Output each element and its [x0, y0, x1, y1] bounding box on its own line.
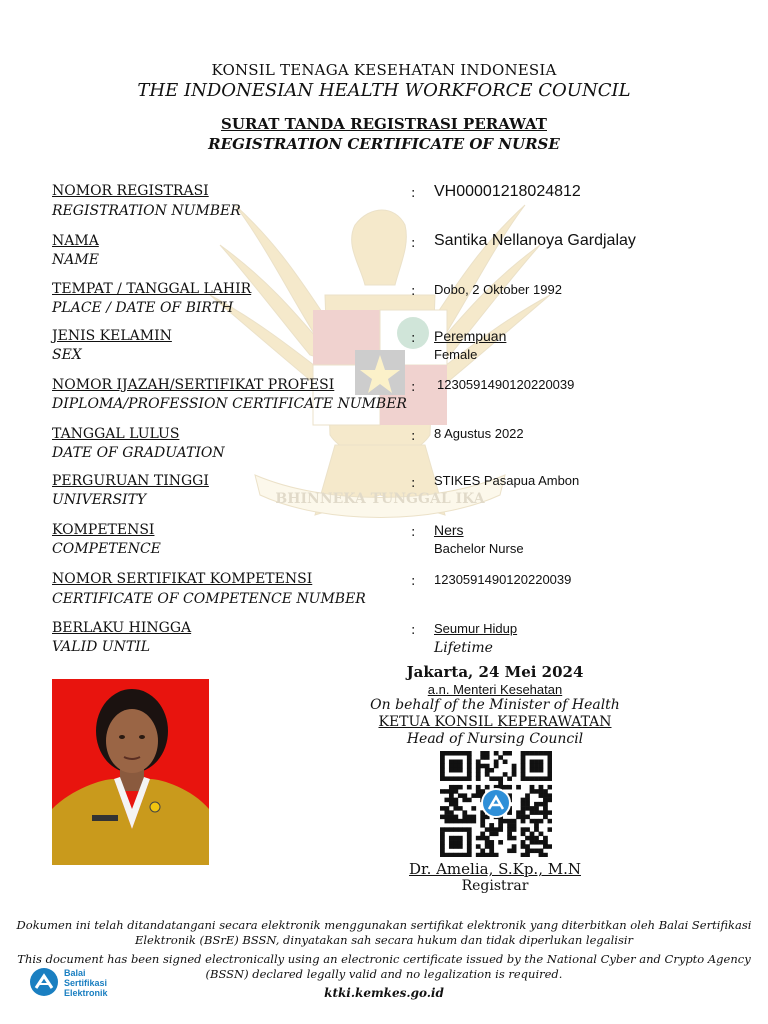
bsre-logo-text: Balai Sertifikasi Elektronik	[64, 968, 108, 998]
footer-website[interactable]: ktki.kemkes.go.id	[324, 986, 444, 1000]
field-value-diploma: 1230591490120220039	[437, 377, 575, 392]
field-colon: :	[411, 525, 416, 540]
field-colon: :	[411, 331, 416, 346]
certificate-title-en: REGISTRATION CERTIFICATE OF NURSE	[208, 135, 560, 153]
signature-an: a.n. Menteri Kesehatan	[427, 682, 563, 697]
field-label-en-registration-number: REGISTRATION NUMBER	[52, 203, 241, 219]
signatory-name: Dr. Amelia, S.Kp., M.N	[409, 860, 581, 878]
field-label-en-university: UNIVERSITY	[52, 492, 147, 508]
field-label-sex: JENIS KELAMIN	[52, 328, 172, 344]
field-label-graduation: TANGGAL LULUS	[52, 426, 180, 442]
field-label-name: NAMA	[52, 233, 99, 249]
bsre-logo-icon	[28, 966, 60, 998]
field-value-competence-cert: 1230591490120220039	[434, 572, 572, 587]
field-value-birth: Dobo, 2 Oktober 1992	[434, 282, 562, 297]
field-label-registration-number: NOMOR REGISTRASI	[52, 183, 209, 199]
qr-center-logo-icon	[482, 789, 510, 817]
signature-ketua: KETUA KONSIL KEPERAWATAN	[378, 714, 612, 730]
field-label-en-valid-until: VALID UNTIL	[52, 639, 150, 655]
signature-place-date: Jakarta, 24 Mei 2024	[406, 663, 584, 681]
signature-head: Head of Nursing Council	[406, 731, 584, 747]
field-label-en-diploma: DIPLOMA/PROFESSION CERTIFICATE NUMBER	[52, 396, 407, 412]
field-value-name: Santika Nellanoya Gardjalay	[434, 232, 636, 249]
field-colon: :	[411, 284, 416, 299]
qr-code[interactable]	[440, 751, 552, 857]
field-colon: :	[411, 186, 416, 201]
bsre-logo	[28, 966, 128, 1000]
field-value-en-competence: Bachelor Nurse	[434, 541, 524, 556]
signatory-role: Registrar	[461, 878, 529, 894]
field-colon: :	[411, 429, 416, 444]
field-value-sex: Perempuan	[434, 328, 507, 344]
field-label-competence: KOMPETENSI	[52, 522, 155, 538]
field-label-en-name: NAME	[52, 252, 99, 268]
field-colon: :	[411, 380, 416, 395]
footer-notice-id: Dokumen ini telah ditandatangani secara elektronik menggunakan sertifikat elektronik yang diterbitkan oleh Balai Sertifikasi Elektronik (BSrE) BSSN, dinyatakan sah secara hukum dan tidak diperlukan legalisir	[16, 918, 752, 947]
field-colon: :	[411, 574, 416, 589]
council-name-en: THE INDONESIAN HEALTH WORKFORCE COUNCIL	[137, 80, 631, 101]
field-value-valid-until: Seumur Hidup	[434, 621, 518, 636]
field-colon: :	[411, 623, 416, 638]
field-label-birth: TEMPAT / TANGGAL LAHIR	[52, 281, 252, 297]
field-label-en-birth: PLACE / DATE OF BIRTH	[52, 300, 234, 316]
field-value-competence: Ners	[434, 522, 464, 538]
field-label-diploma: NOMOR IJAZAH/SERTIFIKAT PROFESI	[52, 377, 335, 393]
footer-notice-en: This document has been signed electronically using an electronic certificate issued by the National Cyber and Crypto Agency (BSSN) declared legally valid and no legalization is required.	[17, 952, 751, 981]
field-label-en-sex: SEX	[52, 347, 82, 363]
field-value-en-sex: Female	[434, 347, 478, 362]
council-name-id: KONSIL TENAGA KESEHATAN INDONESIA	[211, 61, 557, 79]
field-colon: :	[411, 476, 416, 491]
field-label-valid-until: BERLAKU HINGGA	[52, 620, 192, 636]
field-value-registration-number: VH00001218024812	[434, 183, 581, 200]
field-value-graduation: 8 Agustus 2022	[434, 426, 524, 441]
field-label-competence-cert: NOMOR SERTIFIKAT KOMPETENSI	[52, 571, 313, 587]
field-label-en-competence-cert: CERTIFICATE OF COMPETENCE NUMBER	[52, 591, 366, 607]
signature-behalf: On behalf of the Minister of Health	[370, 697, 620, 713]
field-label-en-competence: COMPETENCE	[52, 541, 161, 557]
field-colon: :	[411, 236, 416, 251]
field-value-en-valid-until: Lifetime	[434, 640, 493, 656]
emblem-motto: BHINNEKA TUNGGAL IKA	[275, 491, 485, 507]
holder-photo	[52, 679, 209, 865]
field-label-en-graduation: DATE OF GRADUATION	[52, 445, 225, 461]
field-label-university: PERGURUAN TINGGI	[52, 473, 209, 489]
field-value-university: STIKES Pasapua Ambon	[434, 473, 580, 488]
certificate-title-id: SURAT TANDA REGISTRASI PERAWAT	[221, 115, 547, 133]
